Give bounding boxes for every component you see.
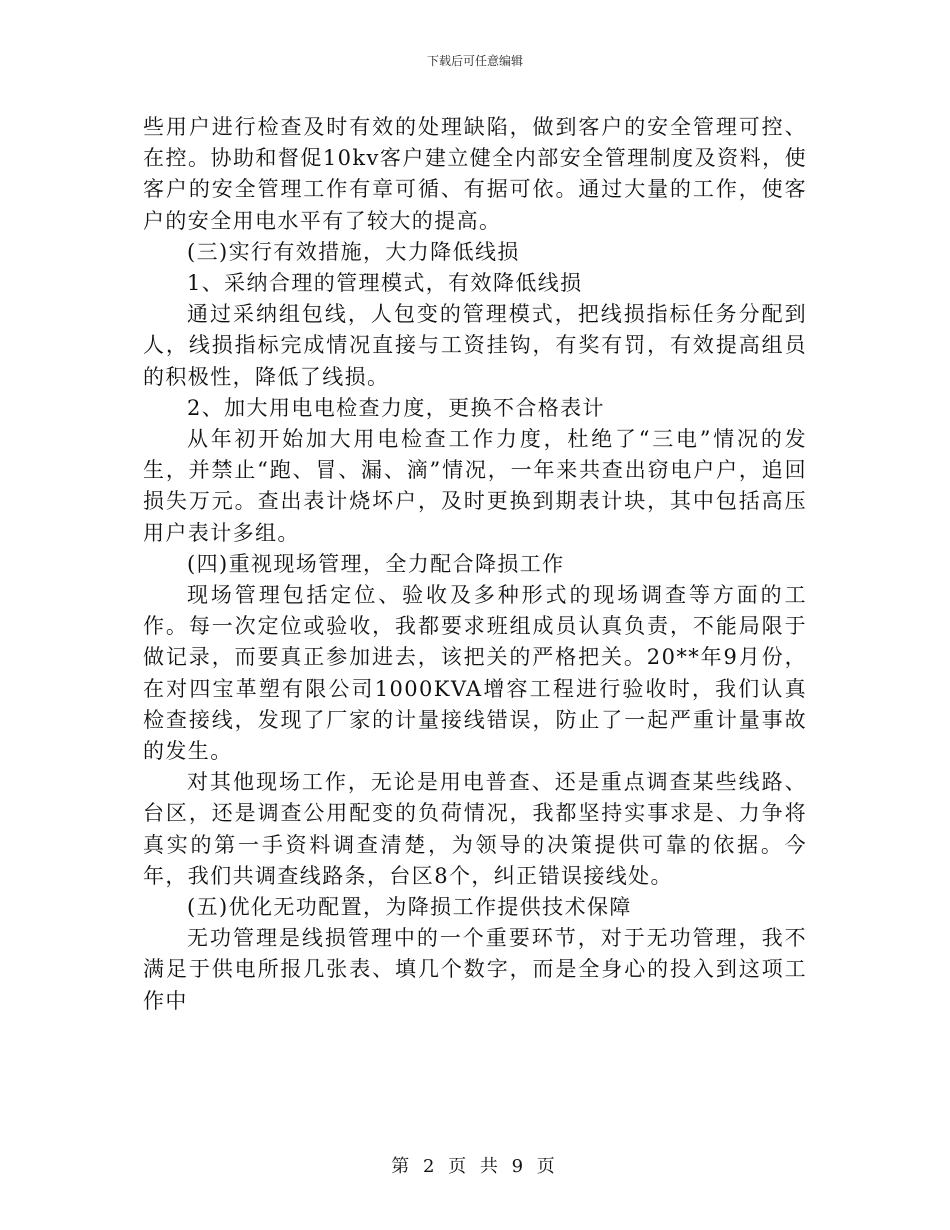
page-header-note: 下载后可任意编辑 [426, 54, 523, 68]
paragraph-customer-safety: 些用户进行检查及时有效的处理缺陷，做到客户的安全管理可控、在控。协助和督促10kv客户建立健全内部安全管理制度及资料，使客户的安全管理工作有章可循、有据可依。通过大量的工作，使客户的安全用电水平有了较大的提高。 [143, 115, 807, 233]
paragraph-other-site-work: 对其他现场工作，无论是用电普查、还是重点调查某些线路、台区，还是调查公用配变的负荷情况，我都坚持实事求是、力争将真实的第一手资料调查清楚，为领导的决策提供可靠的依据。今年，我们共调查线路条，台区8个，纠正错误接线处。 [143, 770, 807, 888]
paragraph-inspection: 从年初开始加大用电检查工作力度，杜绝了“三电”情况的发生，并禁止“跑、冒、漏、滴”情况，一年来共查出窃电户户，追回损失万元。查出表计烧坏户，及时更换到期表计块，其中包括高压用户表计多组。 [143, 427, 807, 545]
subheading-2: 2、加大用电电检查力度，更换不合格表计 [187, 395, 605, 420]
document-body [143, 112, 807, 1017]
section-heading-3: (三)实行有效措施，大力降低线损 [187, 239, 520, 264]
subheading-1: 1、采纳合理的管理模式，有效降低线损 [187, 271, 583, 296]
section-heading-4: (四)重视现场管理，全力配合降损工作 [187, 551, 565, 576]
section-heading-5: (五)优化无功配置，为降损工作提供技术保障 [187, 895, 632, 920]
paragraph-site-management: 现场管理包括定位、验收及多种形式的现场调查等方面的工作。每一次定位或验收，我都要求班组成员认真负责，不能局限于做记录，而要真正参加进去，该把关的严格把关。20**年9月份，在对四宝革塑有限公司1000KVA增容工程进行验收时，我们认真检查接线，发现了厂家的计量接线错误，防止了一起严重计量事故的发生。 [143, 583, 807, 764]
page-number: 第 2 页 共 9 页 [391, 1156, 559, 1177]
paragraph-line-loss-model: 通过采纳组包线，人包变的管理模式，把线损指标任务分配到人，线损指标完成情况直接与工资挂钩，有奖有罚，有效提高组员的积极性，降低了线损。 [143, 302, 807, 389]
paragraph-reactive-power: 无功管理是线损管理中的一个重要环节，对于无功管理，我不满足于供电所报几张表、填几个数字，而是全身心的投入到这项工作中 [143, 926, 807, 1013]
